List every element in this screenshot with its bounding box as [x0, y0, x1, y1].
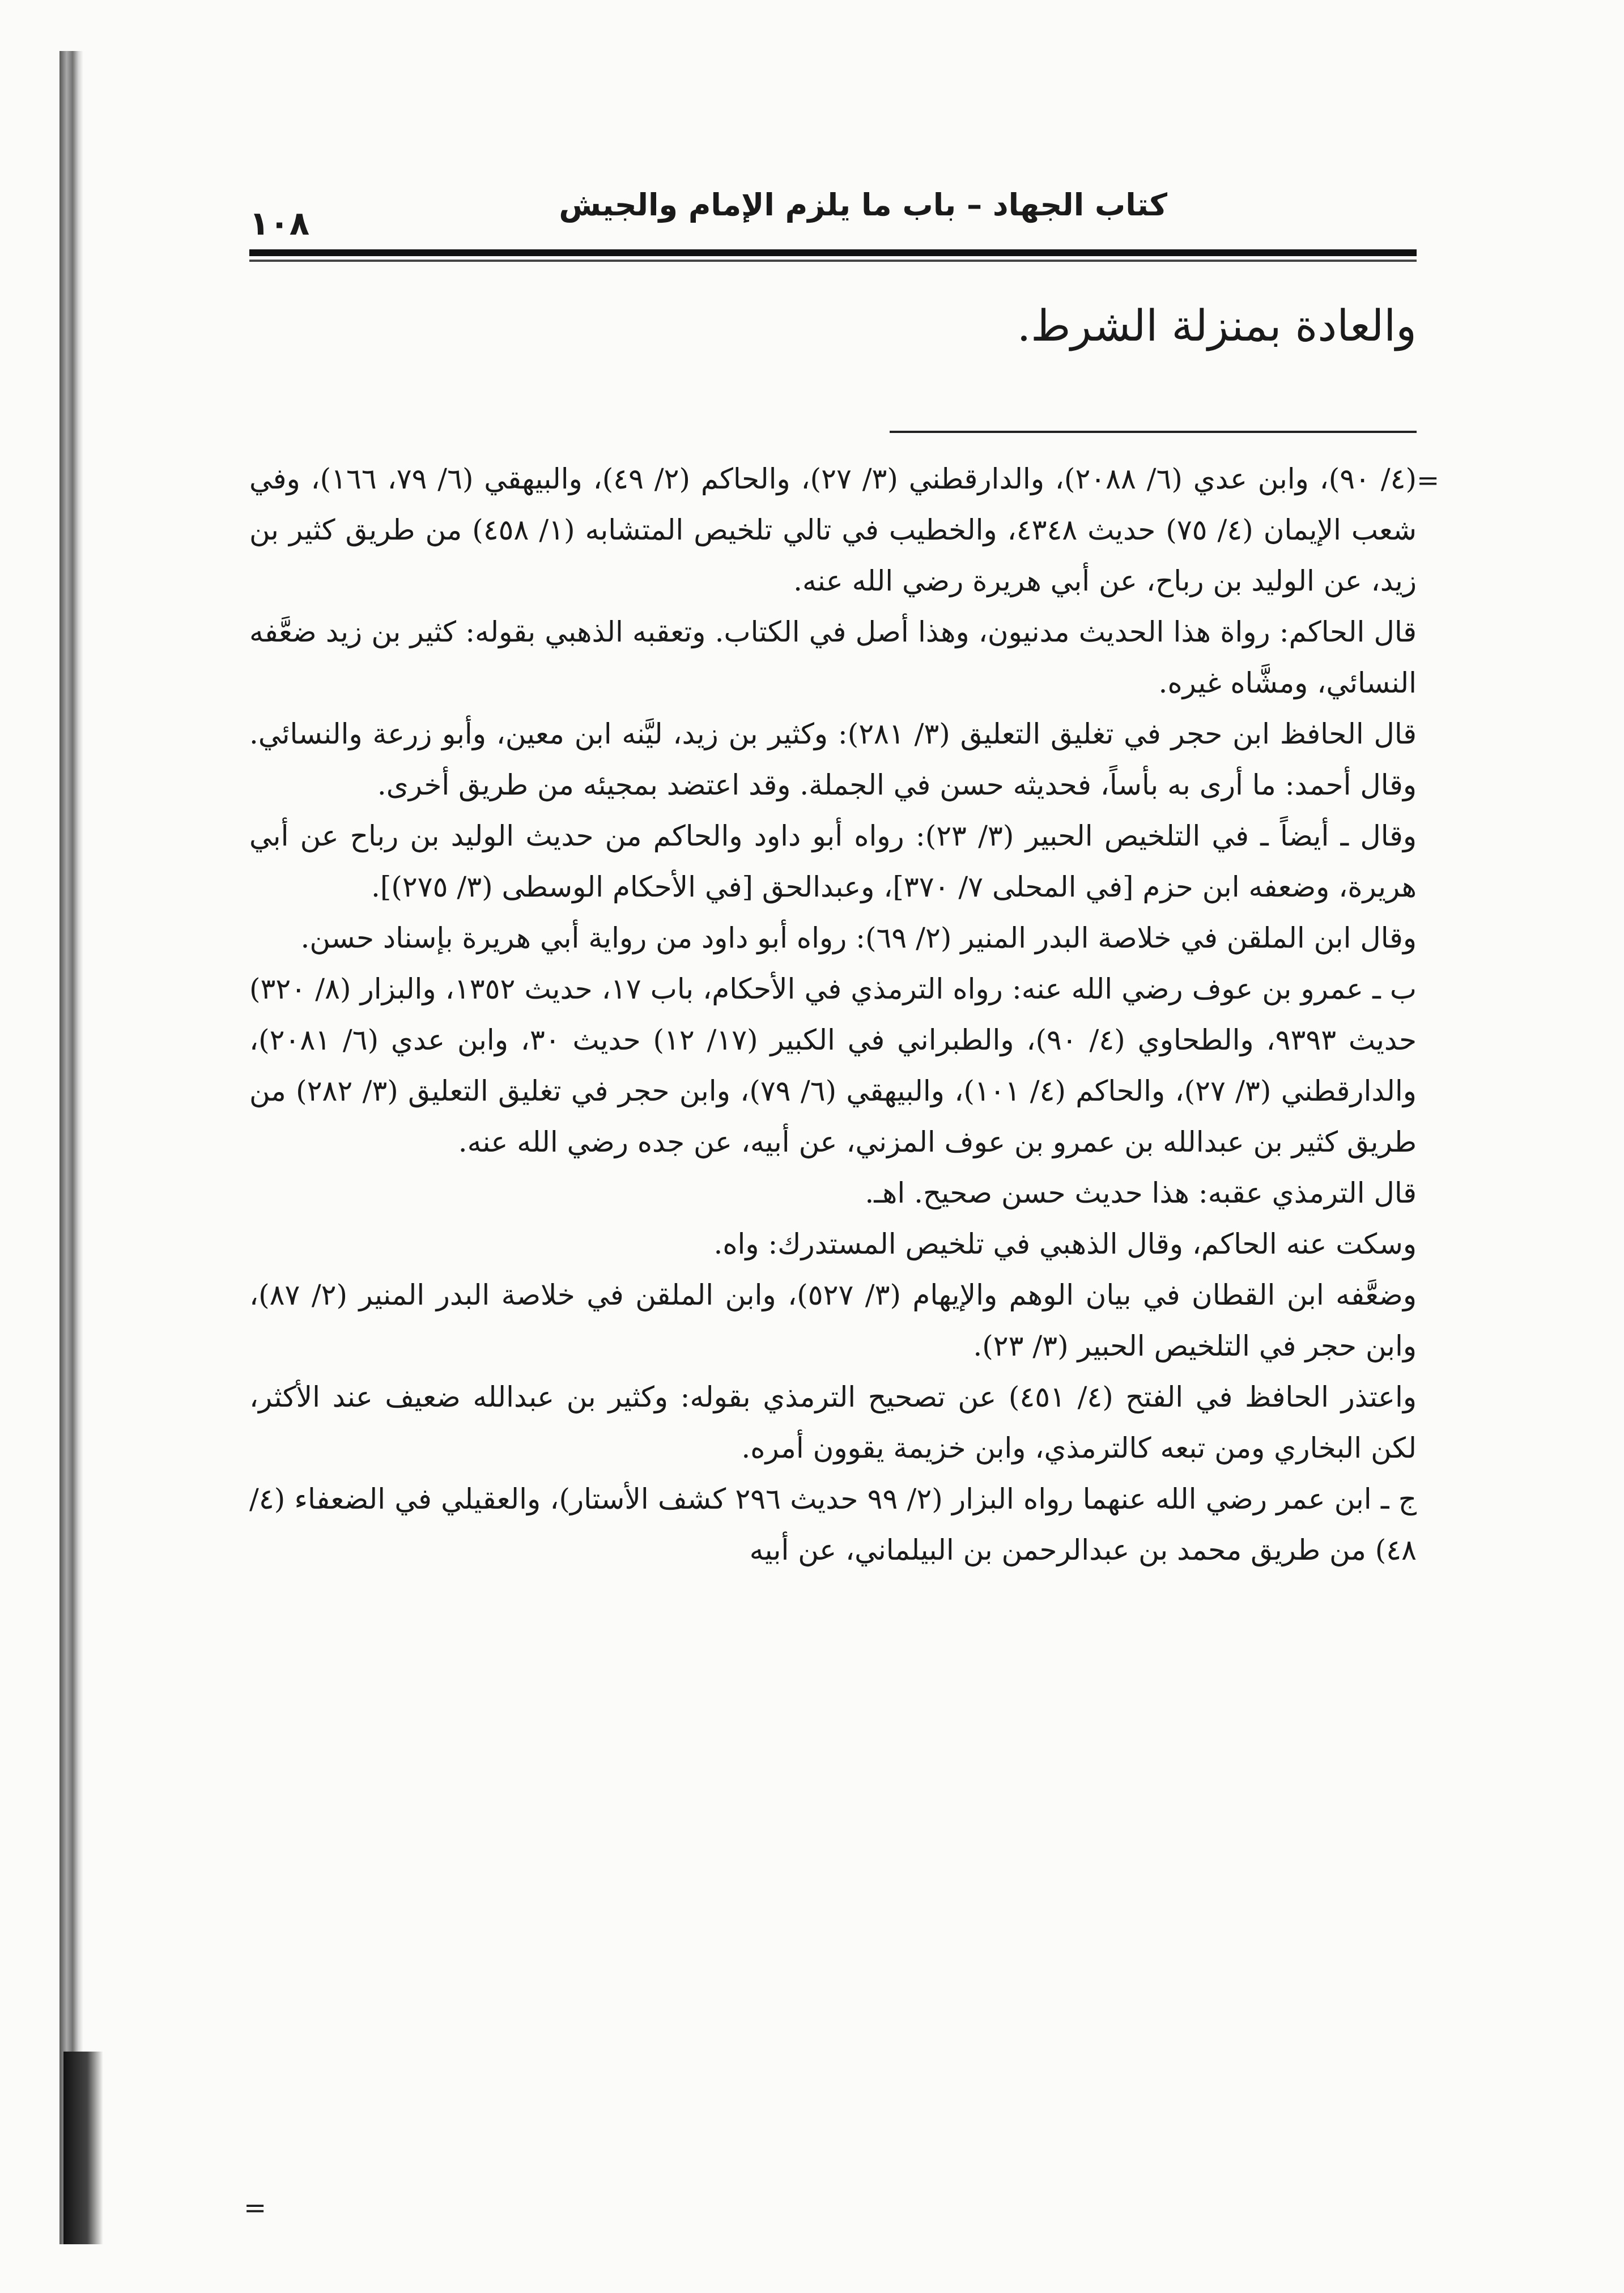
main-text: والعادة بمنزلة الشرط.: [1017, 300, 1417, 351]
footnote-paragraph: وسكت عنه الحاكم، وقال الذهبي في تلخيص المستدرك: واه.: [713, 1228, 1417, 1260]
footnotes: [249, 453, 1417, 1576]
footnote-paragraph: قال الحافظ ابن حجر في تغليق التعليق (٣/ ٢٨١): وكثير بن زيد، ليَّنه ابن معين، وأبو زرعة والنسائي. وقال أحمد: ما أرى به بأساً، فحديثه حسن في الجملة. وقد اعتضد بمجيئه من طريق أخرى.: [249, 717, 1417, 801]
continuation-mark-bottom: =: [244, 2192, 267, 2224]
page-header: [249, 170, 1417, 261]
header-rule-thick: [249, 249, 1417, 256]
continuation-mark-top: =: [1417, 465, 1440, 496]
book-binding-shadow: [59, 51, 83, 2244]
header-rule-thin: [249, 260, 1417, 262]
footnote-paragraph: قال الترمذي عقبه: هذا حديث حسن صحيح. اهـ.: [865, 1177, 1417, 1209]
footnote-paragraph: (٤/ ٩٠)، وابن عدي (٦/ ٢٠٨٨)، والدارقطني (٣/ ٢٧)، والحاكم (٢/ ٤٩)، والبيهقي (٦/ ٧٩، ١٦٦)، وفي شعب الإيمان (٤/ ٧٥) حديث ٤٣٤٨، والخطيب في تالي تلخيص المتشابه (١/ ٤٥٨) من طريق كثير بن زيد، عن الوليد بن رباح، عن أبي هريرة رضي الله عنه.: [249, 462, 1417, 597]
footnote-paragraph: وضعَّفه ابن القطان في بيان الوهم والإيهام (٣/ ٥٢٧)، وابن الملقن في خلاصة البدر المنير (٢/ ٨٧)، وابن حجر في التلخيص الحبير (٣/ ٢٣).: [249, 1279, 1417, 1362]
footnote-paragraph: ج ـ ابن عمر رضي الله عنهما رواه البزار (٢/ ٩٩ حديث ٢٩٦ كشف الأستار)، والعقيلي في الضعفاء (٤/ ٤٨) من طريق محمد بن عبدالرحمن بن البيلماني، عن أبيه: [249, 1483, 1417, 1566]
footnote-paragraph: قال الحاكم: رواة هذا الحديث مدنيون، وهذا أصل في الكتاب. وتعقبه الذهبي بقوله: كثير بن زيد ضعَّفه النسائي، ومشَّاه غيره.: [249, 615, 1417, 699]
footnote-paragraph: واعتذر الحافظ في الفتح (٤/ ٤٥١) عن تصحيح الترمذي بقوله: وكثير بن عبدالله ضعيف عند الأكثر، لكن البخاري ومن تبعه كالترمذي، وابن خزيمة يقوون أمره.: [249, 1381, 1417, 1464]
page-number: ١٠٨: [249, 204, 310, 243]
footnote-paragraph: وقال ابن الملقن في خلاصة البدر المنير (٢/ ٦٩): رواه أبو داود من رواية أبي هريرة بإسناد حسن.: [300, 922, 1417, 954]
footnote-separator: [890, 431, 1417, 433]
footnote-paragraph: وقال ـ أيضاً ـ في التلخيص الحبير (٣/ ٢٣): رواه أبو داود والحاكم من حديث الوليد بن رباح عن أبي هريرة، وضعفه ابن حزم [في المحلى ٧/ ٣٧٠]، وعبدالحق [في الأحكام الوسطى (٣/ ٢٧٥)].: [249, 819, 1417, 903]
running-title: كتاب الجهاد – باب ما يلزم الإمام والجيش: [559, 187, 1167, 223]
book-binding-shadow-bottom: [63, 2052, 103, 2244]
footnote-paragraph: ب ـ عمرو بن عوف رضي الله عنه: رواه الترمذي في الأحكام، باب ١٧، حديث ١٣٥٢، والبزار (٨/ ٣٢٠) حديث ٩٣٩٣، والطحاوي (٤/ ٩٠)، والطبراني في الكبير (١٧/ ١٢) حديث ٣٠، وابن عدي (٦/ ٢٠٨١)، والدارقطني (٣/ ٢٧)، والحاكم (٤/ ١٠١)، والبيهقي (٦/ ٧٩)، وابن حجر في تغليق التعليق (٣/ ٢٨٢) من طريق كثير بن عبدالله بن عمرو بن عوف المزني، عن أبيه، عن جده رضي الله عنه.: [249, 973, 1417, 1158]
